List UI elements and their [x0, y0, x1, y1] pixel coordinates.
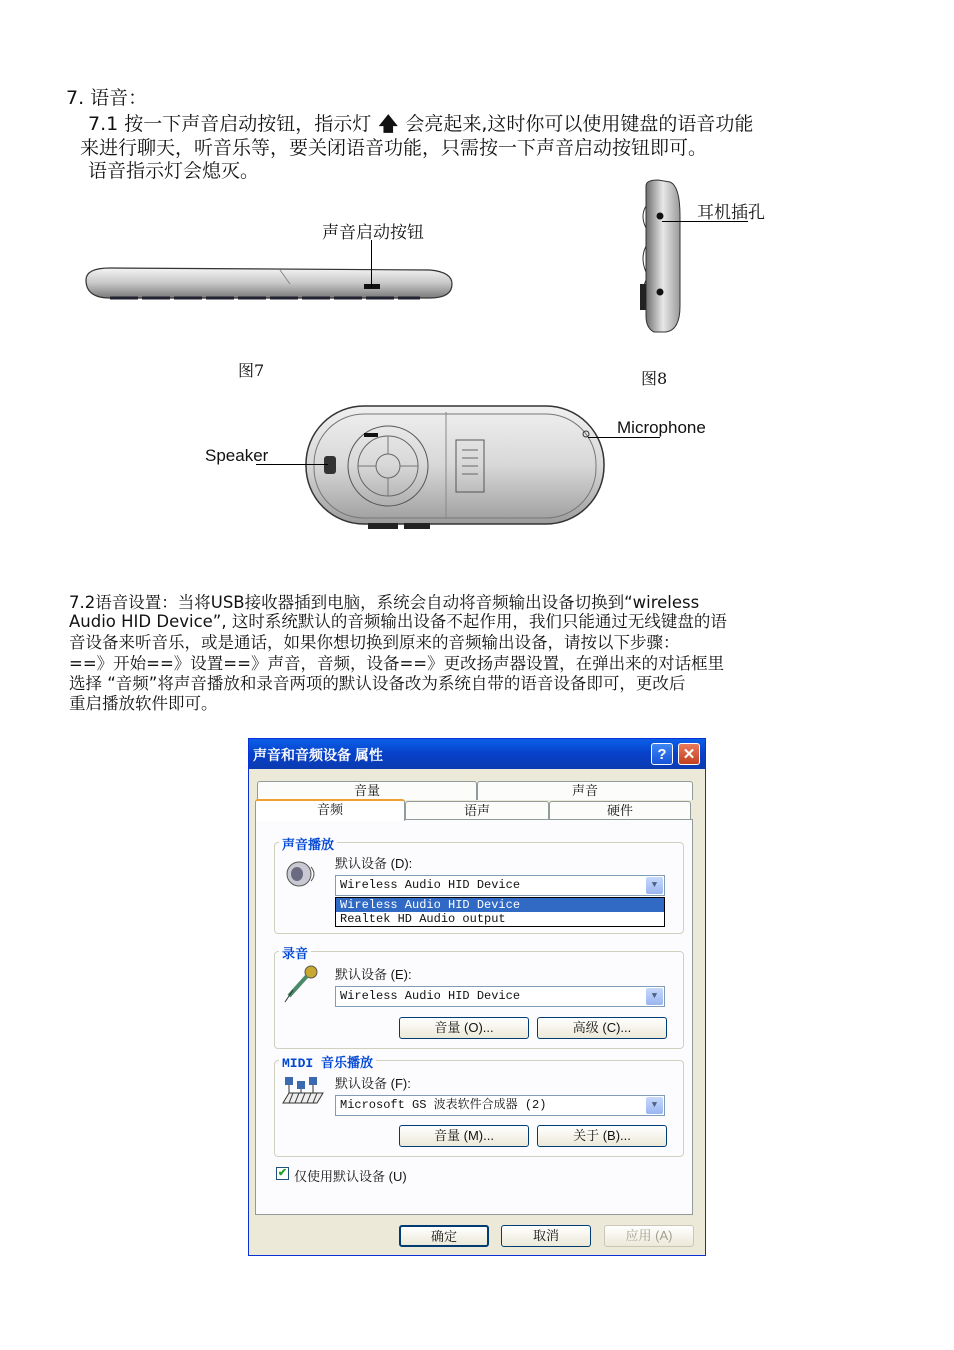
recording-device-value: Wireless Audio HID Device [340, 989, 521, 1003]
playback-device-value: Wireless Audio HID Device [340, 878, 521, 892]
midi-title: MIDI 音乐播放 [279, 1052, 376, 1071]
tab-audio[interactable]: 音频 [255, 799, 405, 821]
tab-volume[interactable]: 音量 [257, 781, 477, 800]
earphone-side-figure [636, 176, 696, 336]
midi-volume-button[interactable]: 音量 (M)... [399, 1125, 529, 1147]
midi-group [274, 1056, 684, 1157]
para71-line2: 来进行聊天，听音乐等，要关闭语音功能，只需按一下声音启动按钮即可。 [80, 137, 708, 159]
tab-sounds[interactable]: 声音 [477, 781, 693, 800]
recording-device-select[interactable] [335, 986, 665, 1007]
para71-line3: 语音指示灯会熄灭。 [88, 160, 260, 182]
cancel-button[interactable]: 取消 [501, 1225, 591, 1247]
speaker-label: Speaker [205, 446, 269, 465]
sound-properties-dialog [248, 738, 706, 1256]
recording-label: 默认设备 (E): [335, 967, 412, 982]
tab-hardware[interactable]: 硬件 [549, 801, 691, 820]
playback-label: 默认设备 (D): [335, 856, 413, 871]
tab-voice[interactable]: 语声 [405, 801, 549, 820]
fig8-label: 耳机插孔 [697, 203, 765, 223]
para72-line5: 选择 “音频”将声音播放和录音两项的默认设备改为系统自带的语音设备即可，更改后 [69, 674, 686, 693]
para72-line6: 重启播放软件即可。 [69, 694, 218, 713]
playback-device-dropdown[interactable] [335, 897, 665, 927]
recording-group [274, 946, 684, 1049]
microphone-label: Microphone [617, 418, 706, 437]
para72-line2: Audio HID Device”, 这时系统默认的音频输出设备不起作用，我们只能通过无线键盘的语 [69, 612, 727, 631]
para71-line1-text: 7.1 按一下声音启动按钮，指示灯 [88, 113, 372, 135]
chevron-down-icon[interactable]: ▼ [646, 988, 663, 1005]
up-arrow-icon: 🡅 [378, 113, 399, 135]
playback-title: 声音播放 [279, 834, 337, 853]
section-heading: 7. 语音： [66, 87, 148, 109]
midi-label: 默认设备 (F): [335, 1076, 411, 1091]
playback-group [274, 837, 684, 934]
midi-device-value: Microsoft GS 波表软件合成器 (2) [340, 1098, 547, 1112]
device-top-figure [300, 400, 610, 530]
playback-device-select[interactable] [335, 875, 665, 896]
microphone-icon [281, 964, 321, 1004]
recording-volume-button[interactable]: 音量 (O)... [399, 1017, 529, 1039]
ok-button[interactable]: 确定 [399, 1225, 489, 1247]
para71-line1 [88, 113, 753, 135]
para72-line1: 7.2语音设置：当将USB接收器插到电脑，系统会自动将音频输出设备切换到“wireless [69, 593, 700, 612]
midi-keyboard-icon [281, 1073, 325, 1109]
default-only-checkbox[interactable]: ✔ [277, 1167, 288, 1179]
recording-title: 录音 [279, 943, 311, 962]
chevron-down-icon[interactable]: ▼ [646, 1097, 663, 1114]
midi-about-button[interactable]: 关于 (B)... [537, 1125, 667, 1147]
dialog-title: 声音和音频设备 属性 [253, 747, 383, 763]
fig8-caption: 图8 [641, 369, 668, 388]
recording-advanced-button[interactable]: 高级 (C)... [537, 1017, 667, 1039]
para72-line4: ==》开始==》设置==》声音，音频，设备==》更改扬声器设置，在弹出来的对话框里 [69, 654, 725, 673]
close-button[interactable]: ✕ [678, 743, 700, 765]
default-only-label: 仅使用默认设备 (U) [294, 1169, 407, 1184]
speaker-icon [283, 859, 319, 889]
para72-line3: 音设备来听音乐，或是通话，如果你想切换到原来的音频输出设备，请按以下步骤： [69, 633, 680, 652]
dropdown-option[interactable]: Wireless Audio HID Device [336, 898, 664, 912]
help-button[interactable]: ? [651, 743, 673, 765]
dialog-titlebar [249, 739, 705, 769]
audio-tab-panel [255, 819, 693, 1215]
chevron-down-icon[interactable]: ▼ [646, 877, 663, 894]
fig7-caption: 图7 [238, 361, 265, 380]
keyboard-side-figure [80, 240, 460, 310]
dropdown-option[interactable]: Realtek HD Audio output [340, 912, 506, 926]
fig7-pointer [371, 240, 372, 288]
midi-device-select[interactable] [335, 1095, 665, 1116]
para71-line1-tail: 会亮起来,这时你可以使用键盘的语音功能 [405, 113, 754, 135]
apply-button[interactable]: 应用 (A) [604, 1225, 694, 1247]
fig7-label: 声音启动按钮 [322, 223, 424, 243]
